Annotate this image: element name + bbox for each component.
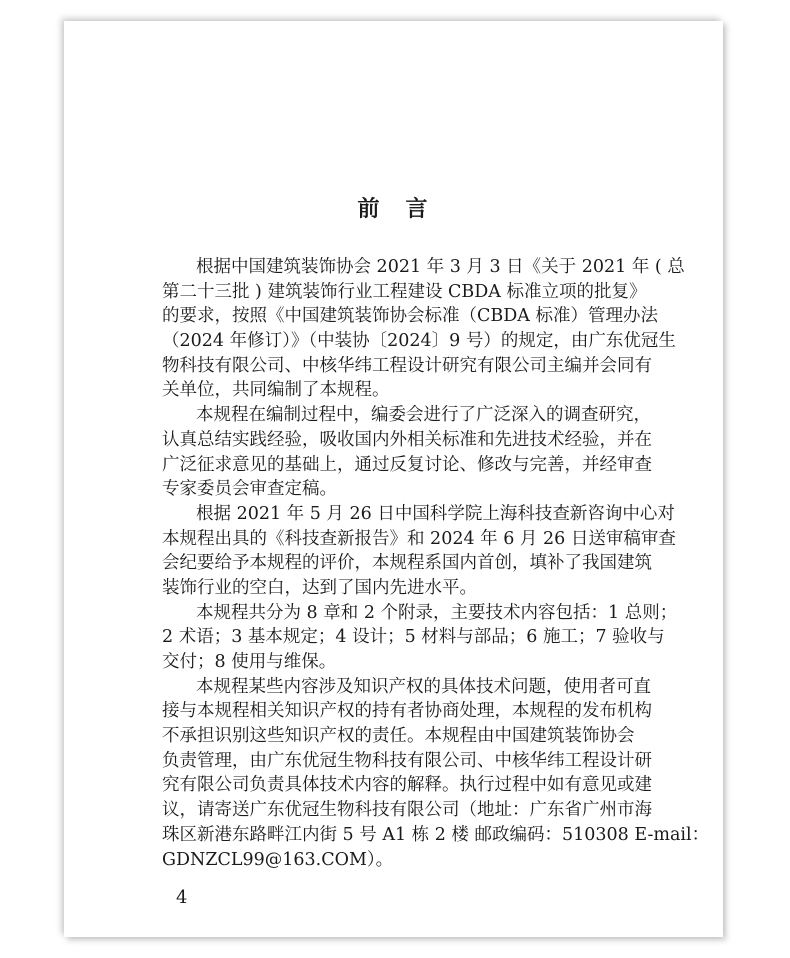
paragraph [162, 502, 676, 601]
text-line: 本规程共分为 8 章和 2 个附录，主要技术内容包括：1 总则； [196, 602, 678, 623]
text-line: 会纪要给予本规程的评价，本规程系国内首创，填补了我国建筑 [162, 553, 652, 574]
text-line: 不承担识别这些知识产权的责任。本规程由中国建筑装饰协会 [162, 726, 635, 747]
page-number: 4 [176, 887, 188, 908]
document-page [64, 21, 723, 937]
text-line: 接与本规程相关知识产权的持有者协商处理，本规程的发布机构 [162, 701, 652, 722]
text-line: 究有限公司负责具体技术内容的解释。执行过程中如有意见或建 [162, 775, 652, 796]
text-line: 的要求，按照《中国建筑装饰协会标准（CBDA 标准）管理办法 [162, 306, 658, 327]
text-line: 关单位，共同编制了本规程。 [162, 380, 390, 401]
text-line: 认真总结实践经验，吸收国内外相关标准和先进技术经验，并在 [162, 429, 652, 450]
text-line: 根据中国建筑装饰协会 2021 年 3 月 3 日《关于 2021 年 ( 总 [196, 257, 685, 277]
paragraph [162, 255, 685, 403]
text-line: 装饰行业的空白，达到了国内先进水平。 [162, 577, 477, 598]
text-line: GDNZCL99@163.COM）。 [162, 849, 394, 870]
text-line: 负责管理，由广东优冠生物科技有限公司、中核华纬工程设计研 [162, 750, 652, 771]
text-line: 交付；8 使用与维保。 [162, 652, 337, 672]
text-line: 本规程某些内容涉及知识产权的具体技术问题，使用者可直 [196, 676, 651, 697]
text-line: （2024 年修订）》（中装协〔2024〕9 号）的规定，由广东优冠生 [162, 331, 676, 352]
text-line: 物科技有限公司、中核华纬工程设计研究有限公司主编并会同有 [162, 355, 652, 376]
preface-body [162, 255, 710, 872]
text-line: 本规程在编制过程中，编委会进行了广泛深入的调查研究， [196, 405, 651, 426]
text-line: 广泛征求意见的基础上，通过反复讨论、修改与完善，并经审查 [162, 454, 652, 475]
text-line: 珠区新港东路畔江内街 5 号 A1 栋 2 楼 邮政编码：510308 E-mail： [162, 824, 710, 845]
text-line: 2 术语；3 基本规定；4 设计；5 材料与部品；6 施工；7 验收与 [162, 627, 665, 648]
text-line: 根据 2021 年 5 月 26 日中国科学院上海科技查新咨询中心对 [196, 503, 675, 524]
text-line: 第二十三批 ) 建筑装饰行业工程建设 CBDA 标准立项的批复》 [162, 281, 647, 302]
page-title: 前 言 [357, 196, 430, 222]
text-line: 专家委员会审查定稿。 [162, 479, 337, 500]
text-line: 议，请寄送广东优冠生物科技有限公司（地址：广东省广州市海 [162, 800, 652, 821]
text-line: 本规程出具的《科技查新报告》和 2024 年 6 月 26 日送审稿审查 [162, 528, 676, 549]
paragraph [162, 675, 710, 873]
paragraph [162, 403, 652, 502]
paragraph [162, 601, 678, 675]
